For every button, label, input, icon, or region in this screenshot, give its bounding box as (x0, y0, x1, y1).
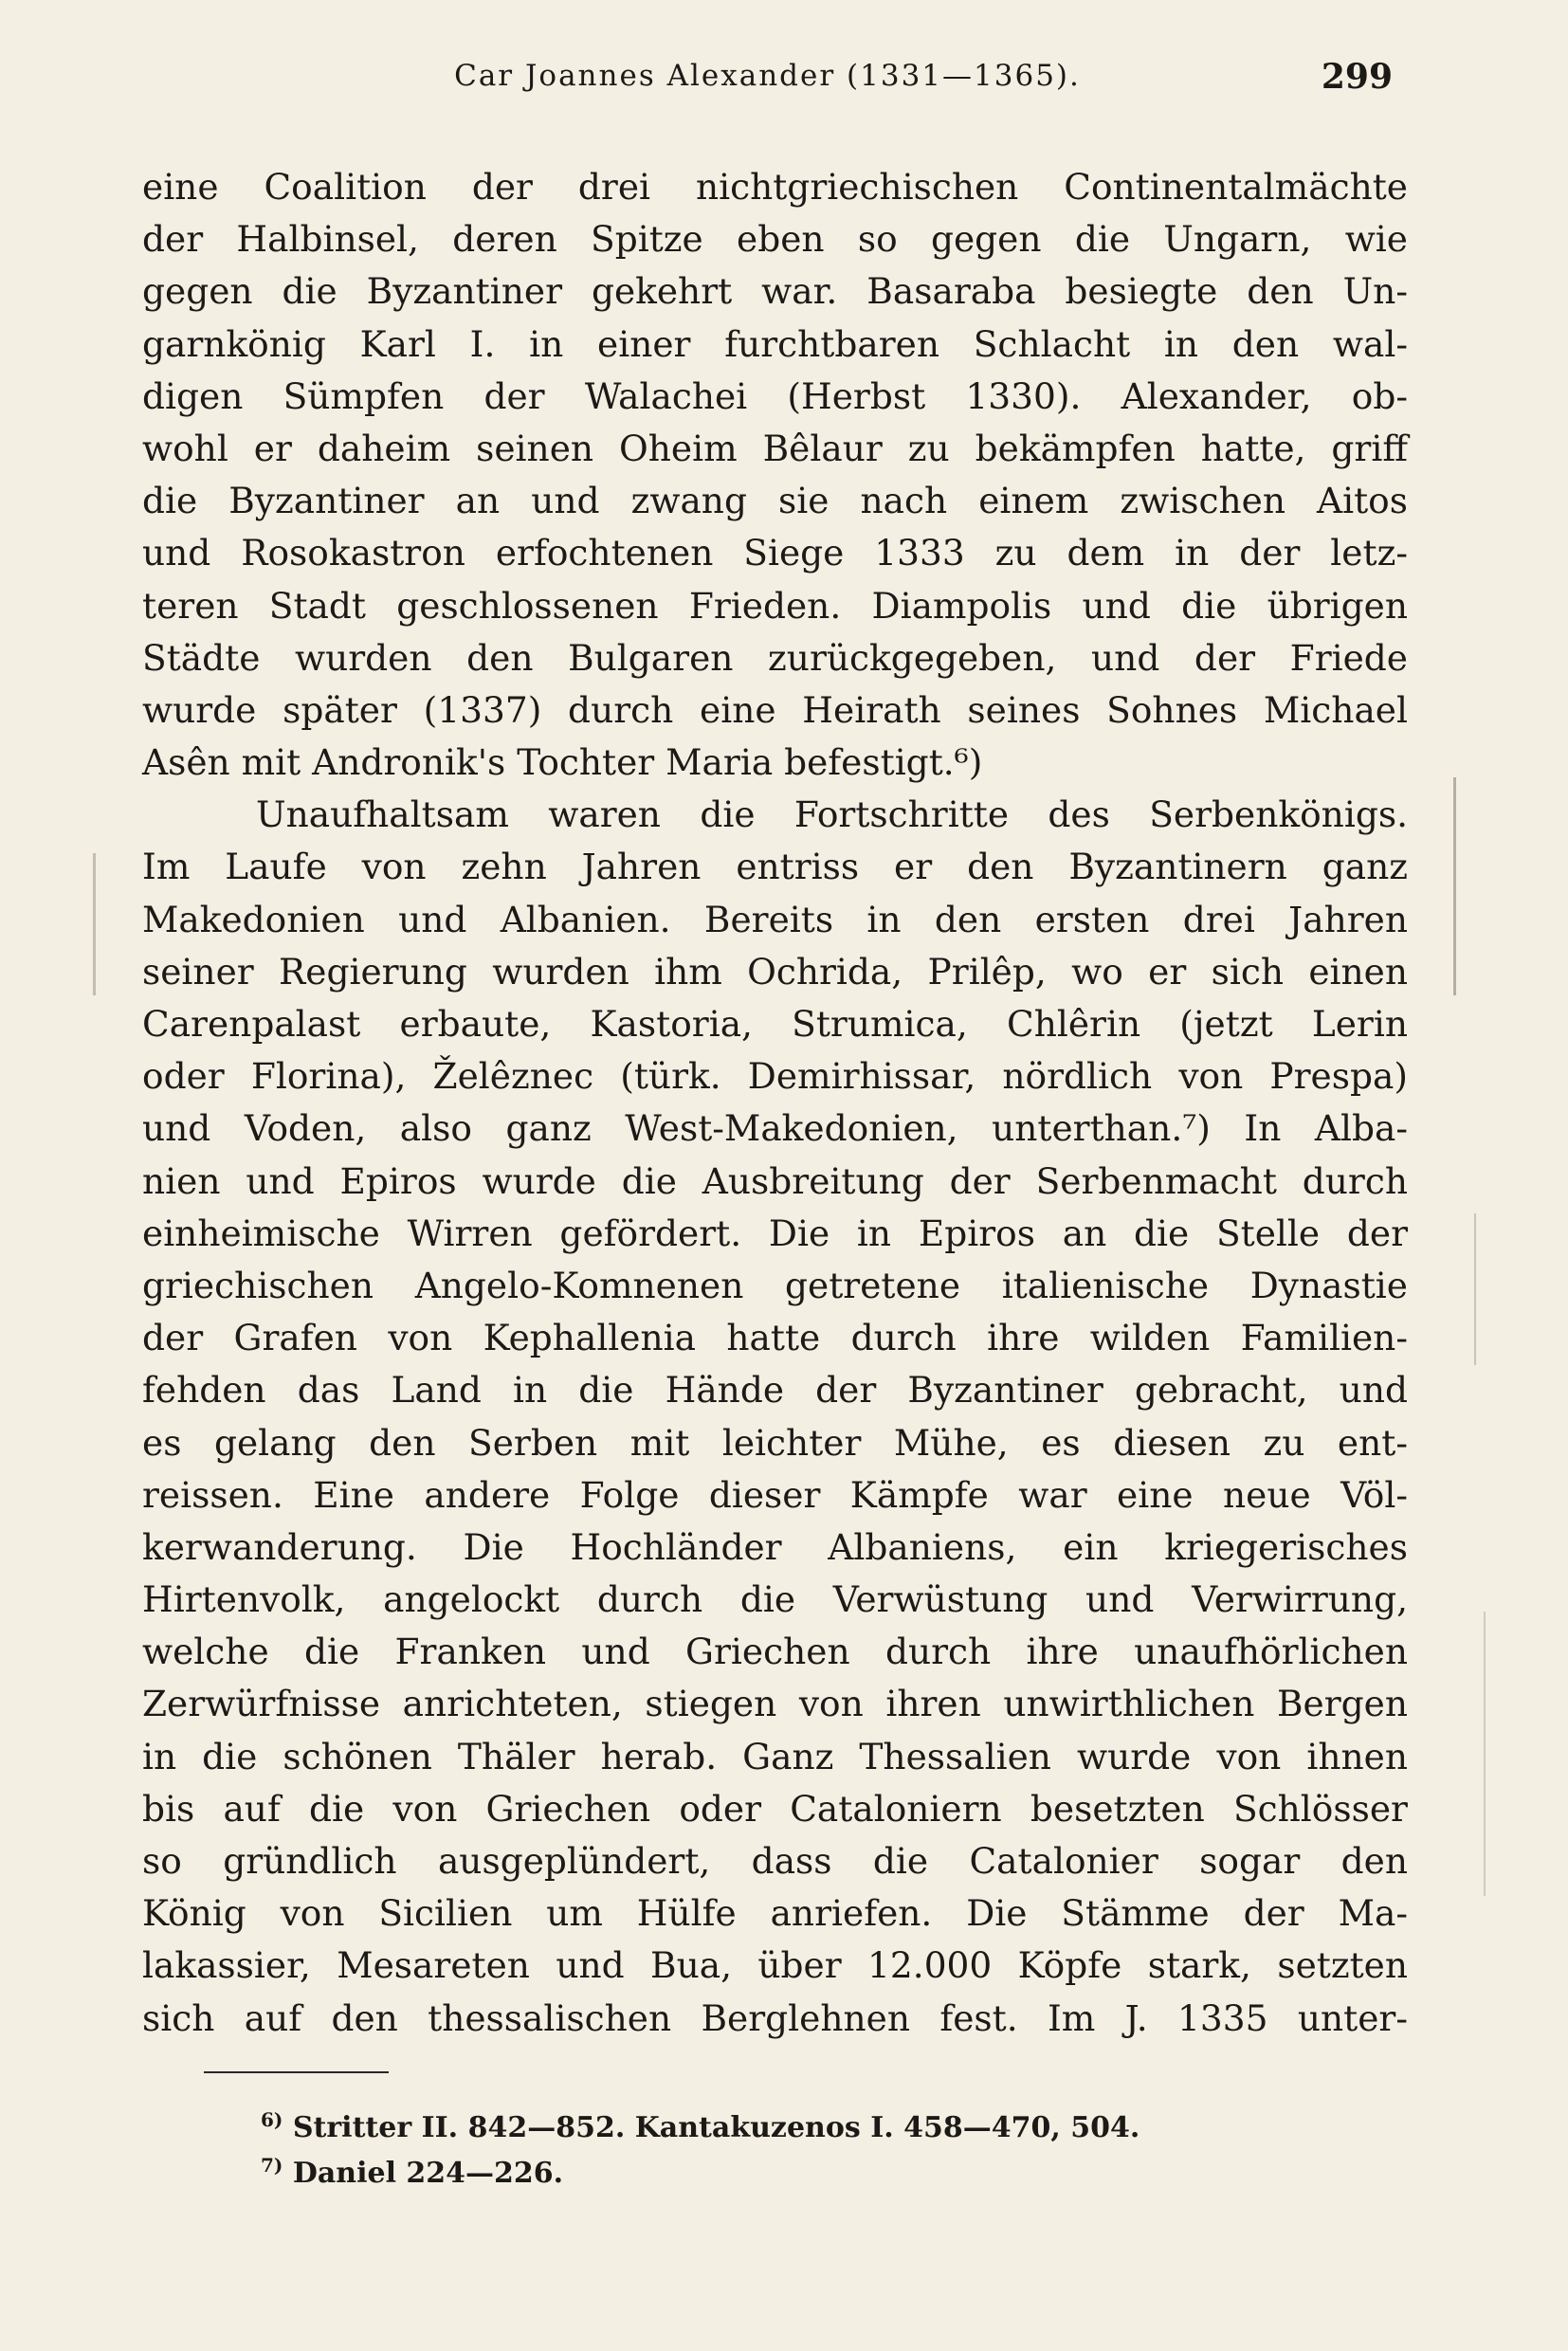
text-line: Städte wurden den Bulgaren zurückgegeben, und der Friede (142, 636, 1408, 679)
text-line: Carenpalast erbaute, Kastoria, Strumica, Chlêrin (jetzt Lerin (142, 1003, 1408, 1045)
footnote-7 (261, 2142, 1304, 2188)
text-line: Hirtenvolk, angelockt durch die Verwüstung und Verwirrung, (142, 1578, 1408, 1621)
text-line: und Voden, also ganz West-Makedonien, unterthan.⁷) In Alba- (142, 1107, 1408, 1150)
text-line: teren Stadt geschlossenen Frieden. Diampolis und die übrigen (142, 584, 1408, 627)
footnote-text: Stritter II. 842—852. Kantakuzenos I. 458—470, 504. (292, 2111, 1140, 2144)
running-title: Car Joannes Alexander (1331—1365). (454, 59, 1081, 93)
margin-pencil-mark (1453, 777, 1456, 995)
text-line: der Grafen von Kephallenia hatte durch ihre wilden Familien- (142, 1317, 1408, 1359)
text-line: welche die Franken und Griechen durch ihre unaufhörlichen (142, 1631, 1408, 1673)
text-line: und Rosokastron erfochtenen Siege 1333 zu dem in der letz- (142, 532, 1408, 574)
text-line: König von Sicilien um Hülfe anriefen. Die Stämme der Ma- (142, 1892, 1408, 1935)
text-line: Zerwürfnisse anrichteten, stiegen von ihren unwirthlichen Bergen (142, 1683, 1408, 1725)
footnotes (261, 2097, 1304, 2188)
text-line: seiner Regierung wurden ihm Ochrida, Prilêp, wo er sich einen (142, 950, 1408, 993)
text-line: oder Florina), Želêznec (türk. Demirhissar, nördlich von Prespa) (142, 1055, 1408, 1098)
text-line: lakassier, Mesareten und Bua, über 12.000 Köpfe stark, setzten (142, 1944, 1408, 1987)
footnote-mark: 6) (261, 2108, 283, 2131)
text-line: eine Coalition der drei nichtgriechischen Continentalmächte (142, 166, 1408, 208)
footnote-6 (261, 2097, 1304, 2142)
text-line: kerwanderung. Die Hochländer Albaniens, ein kriegerisches (142, 1525, 1408, 1568)
margin-pencil-mark (1484, 1612, 1486, 1896)
text-line: so gründlich ausgeplündert, dass die Catalonier sogar den (142, 1840, 1408, 1882)
text-line: reissen. Eine andere Folge dieser Kämpfe war eine neue Völ- (142, 1473, 1408, 1516)
text-line: digen Sümpfen der Walachei (Herbst 1330). Alexander, ob- (142, 374, 1408, 417)
text-line: der Halbinsel, deren Spitze eben so gegen die Ungarn, wie (142, 218, 1408, 261)
text-line: gegen die Byzantiner gekehrt war. Basaraba besiegte den Un- (142, 270, 1408, 313)
page-number: 299 (1321, 57, 1393, 97)
text-line: sich auf den thessalischen Berglehnen fest. Im J. 1335 unter- (142, 1996, 1408, 2039)
footnote-rule (204, 2071, 389, 2073)
text-line: nien und Epiros wurde die Ausbreitung der Serbenmacht durch (142, 1159, 1408, 1202)
footnote-text: Daniel 224—226. (292, 2157, 564, 2190)
text-line: die Byzantiner an und zwang sie nach einem zwischen Aitos (142, 480, 1408, 522)
text-line: es gelang den Serben mit leichter Mühe, es diesen zu ent- (142, 1421, 1408, 1464)
text-line: in die schönen Thäler herab. Ganz Thessalien wurde von ihnen (142, 1735, 1408, 1777)
body-text (142, 161, 1408, 2045)
text-line: wurde später (1337) durch eine Heirath seines Sohnes Michael (142, 688, 1408, 731)
text-line: griechischen Angelo-Komnenen getretene italienische Dynastie (142, 1264, 1408, 1306)
text-line: einheimische Wirren gefördert. Die in Epiros an die Stelle der (142, 1212, 1408, 1254)
text-line: fehden das Land in die Hände der Byzantiner gebracht, und (142, 1369, 1408, 1412)
text-line: Makedonien und Albanien. Bereits in den ersten drei Jahren (142, 898, 1408, 940)
text-line: Asên mit Andronik's Tochter Maria befestigt.⁶) (142, 741, 983, 784)
footnote-mark: 7) (261, 2154, 283, 2177)
text-line: Im Laufe von zehn Jahren entriss er den Byzantinern ganz (142, 846, 1408, 888)
text-line: garnkönig Karl I. in einer furchtbaren Schlacht in den wal- (142, 322, 1408, 365)
text-line: bis auf die von Griechen oder Cataloniern besetzten Schlösser (142, 1787, 1408, 1830)
text-line: wohl er daheim seinen Oheim Bêlaur zu bekämpfen hatte, griff (142, 427, 1408, 469)
margin-pencil-mark (93, 853, 96, 995)
margin-pencil-mark (1474, 1213, 1476, 1365)
text-line-paragraph-start: Unaufhaltsam waren die Fortschritte des Serbenkönigs. (256, 793, 1408, 836)
page-header (142, 59, 1393, 116)
